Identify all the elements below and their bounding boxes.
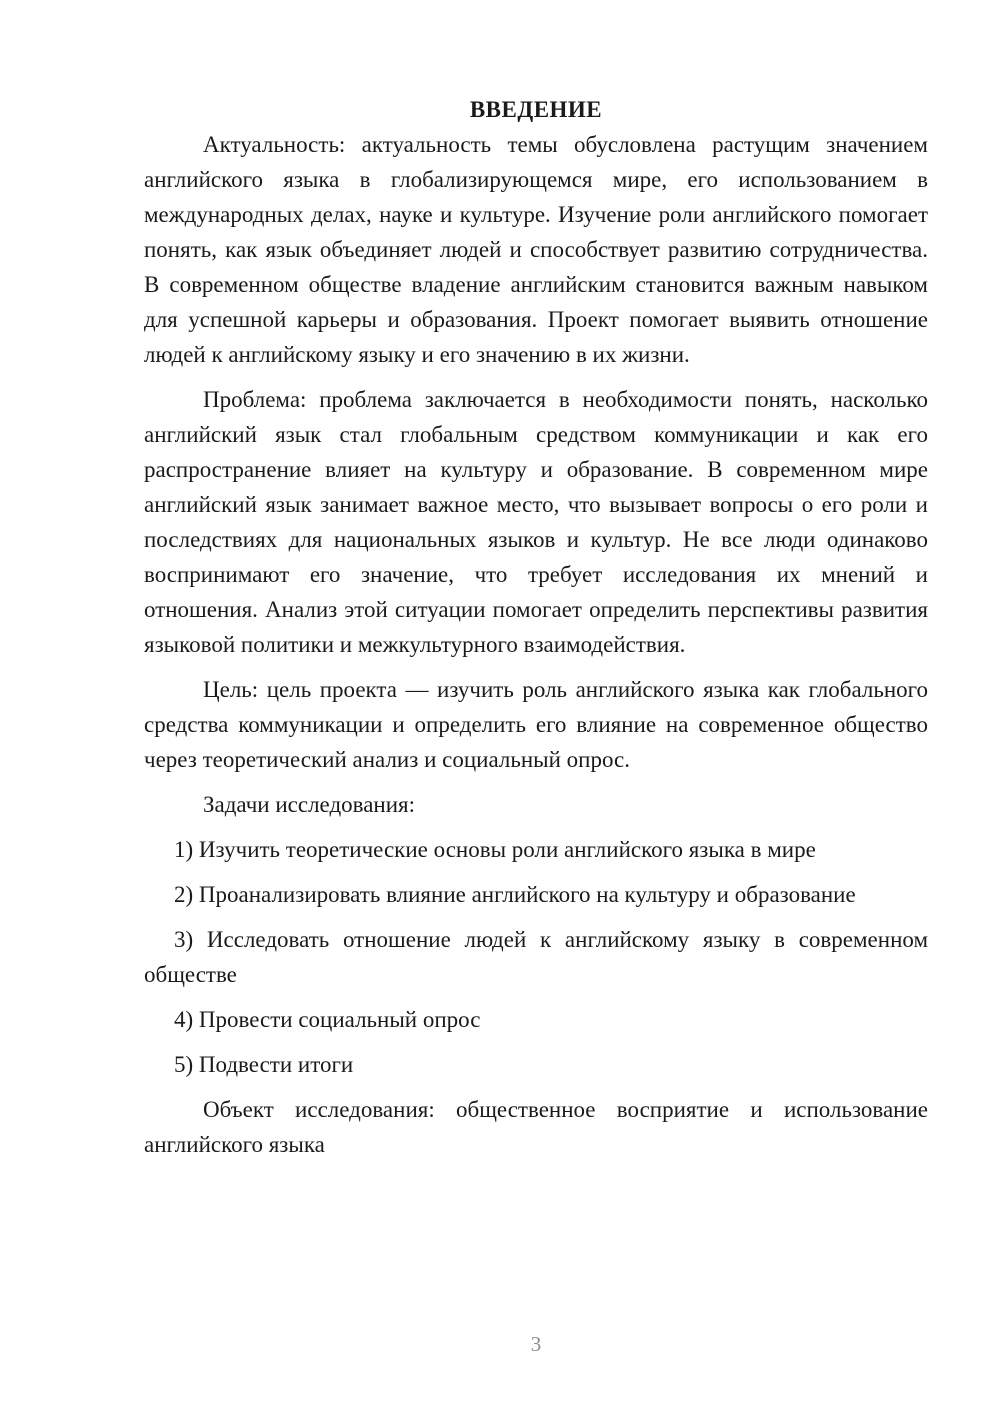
task-item-1: 1) Изучить теоретические основы роли английского языка в мире xyxy=(174,837,816,862)
page-title: ВВЕДЕНИЕ xyxy=(469,97,603,122)
paragraph-problem: Проблема: проблема заключается в необходимости понять, насколько английский язык стал глобальным средством коммуникации и как его распространение влияет на культуру и образование. В современном мире английский язык занимает важное место, что вызывает вопросы о его роли и последствиях для национальных языков и культур. Не все люди одинаково воспринимают его значение, что требует исследования их мнений и отношения. Анализ этой ситуации помогает определить перспективы развития языковой политики и межкультурного взаимодействия. xyxy=(144,387,928,657)
task-item-5: 5) Подвести итоги xyxy=(174,1052,354,1077)
paragraph-relevance: Актуальность: актуальность темы обусловлена растущим значением английского языка в глобализирующемся мире, его использованием в международных делах, науке и культуре. Изучение роли английского помогает понять, как язык объединяет людей и способствует развитию сотрудничества. В современном обществе владение английским становится важным навыком для успешной карьеры и образования. Проект помогает выявить отношение людей к английскому языку и его значению в их жизни. xyxy=(144,132,928,367)
paragraph-object: Объект исследования: общественное восприятие и использование английского языка xyxy=(144,1097,928,1157)
tasks-heading: Задачи исследования: xyxy=(203,792,416,817)
task-item-4: 4) Провести социальный опрос xyxy=(174,1007,481,1032)
paragraph-goal: Цель: цель проекта — изучить роль английского языка как глобального средства коммуникации и определить его влияние на современное общество через теоретический анализ и социальный опрос. xyxy=(144,677,928,772)
task-item-2: 2) Проанализировать влияние английского на культуру и образование xyxy=(174,882,856,907)
task-item-3: 3) Исследовать отношение людей к английскому языку в современном обществе xyxy=(144,927,928,987)
document-body xyxy=(144,92,928,1172)
page-number: 3 xyxy=(530,1332,542,1356)
